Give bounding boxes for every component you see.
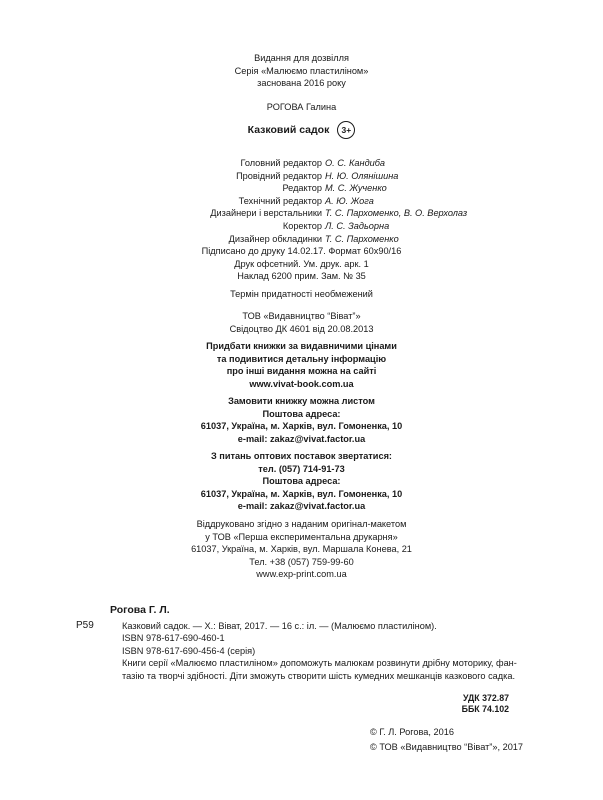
copyright-line: © Г. Л. Рогова, 2016 [370, 727, 454, 737]
book-title: Казковий садок [247, 123, 330, 136]
credit-person: Н. Ю. Олянішина [325, 170, 399, 181]
credit-row [0, 207, 603, 220]
print-line: Друк офсетний. Ум. друк. арк. 1 [234, 258, 369, 269]
series-info [0, 52, 603, 90]
copyright-line: © ТОВ «Видавництво “Віват”», 2017 [370, 741, 524, 752]
credit-role: Провідний редактор [236, 170, 322, 181]
order-info [0, 395, 603, 445]
author-name: РОГОВА Галина [266, 102, 337, 112]
author-name-block [0, 101, 603, 114]
udk-code: УДК 372.87 [462, 693, 509, 703]
buy-info [0, 340, 603, 390]
credit-person: Т. С. Пархоменко [325, 233, 399, 244]
printer-phone: Тел. +38 (057) 759-99-60 [249, 556, 354, 567]
wholesale-line: Поштова адреса: [262, 476, 341, 487]
credit-role: Коректор [282, 220, 322, 231]
order-line: Поштова адреса: [262, 408, 341, 419]
wholesale-line: З питань оптових поставок звертатися: [210, 451, 392, 461]
credit-person: А. Ю. Жога [325, 195, 374, 206]
credit-row [0, 157, 603, 170]
age-rating-badge: 3+ [337, 121, 355, 139]
series-line: заснована 2016 року [257, 78, 346, 89]
buy-line: про інші видання можна на сайті [226, 366, 377, 377]
order-address: 61037, Україна, м. Харків, вул. Гомоненка, 10 [200, 421, 403, 432]
printer-line: Віддруковано згідно з наданим оригінал-макетом [196, 519, 407, 529]
credit-person: Л. С. Задьорна [325, 220, 390, 231]
catalog-author: Рогова Г. Л. [110, 604, 170, 616]
credit-role: Дизайнер обкладинки [228, 233, 322, 244]
isbn-series: ISBN 978-617-690-456-4 (серія) [122, 645, 256, 656]
wholesale-info [0, 450, 603, 513]
print-line: Підписано до друку 14.02.17. Формат 60х90/16 [201, 246, 402, 256]
annotation-line: тазію та творчі здібності. Діти зможуть створити шість кумедних мешканців казкового садка. [122, 670, 516, 681]
printer-address: 61037, Україна, м. Харків, вул. Маршала Конева, 21 [191, 544, 412, 555]
credits-list [0, 157, 603, 245]
title-block [0, 121, 603, 139]
website-link[interactable]: www.vivat-book.com.ua [249, 378, 354, 389]
series-line: Серія «Малюємо пластиліном» [234, 65, 369, 76]
shelf-life [0, 288, 603, 301]
credit-row [0, 170, 603, 183]
credit-role: Технічний редактор [238, 195, 322, 206]
printer-line: у ТОВ «Перша експериментальна друкарня» [205, 531, 398, 542]
credit-row [0, 195, 603, 208]
credit-row [0, 182, 603, 195]
bbk-code: ББК 74.102 [461, 704, 509, 715]
publisher-info [0, 310, 603, 335]
credit-role: Дизайнери і верстальники [210, 208, 322, 219]
buy-line: та подивитися детальну інформацію [216, 353, 387, 364]
annotation-line: Книги серії «Малюємо пластиліном» допоможуть малюкам розвинути дрібну моторику, фан- [122, 658, 517, 668]
credit-person: М. С. Жученко [325, 183, 387, 194]
annotation [122, 657, 532, 682]
order-line: Замовити книжку можна листом [228, 396, 375, 406]
publisher-name: ТОВ «Видавництво “Віват”» [242, 311, 361, 321]
isbn: ISBN 978-617-690-460-1 [122, 633, 225, 644]
credit-role: Головний редактор [240, 158, 322, 168]
copyright-block [370, 725, 523, 755]
print-line: Наклад 6200 прим. Зам. № 35 [237, 271, 366, 282]
order-email[interactable]: e-mail: zakaz@vivat.factor.ua [237, 433, 366, 444]
buy-line: Придбати книжки за видавничими цінами [206, 341, 397, 351]
catalog-code: Р59 [76, 620, 94, 631]
publisher-license: Свідоцтво ДК 4601 від 20.08.2013 [229, 323, 374, 334]
catalog-line: Казковий садок. — Х.: Віват, 2017. — 16 с.: іл. — (Малюємо пластиліном). [122, 621, 437, 631]
credit-row [0, 220, 603, 233]
credit-person: Т. С. Пархоменко, В. О. Верхолаз [325, 208, 468, 219]
classification-codes [462, 693, 509, 716]
print-info [0, 245, 603, 283]
catalog-description [122, 620, 437, 657]
credit-role: Редактор [282, 183, 322, 194]
shelf-life-text: Термін придатності необмежений [230, 289, 373, 299]
wholesale-address: 61037, Україна, м. Харків, вул. Гомоненка, 10 [200, 488, 403, 499]
title-row [248, 121, 356, 139]
printer-website[interactable]: www.exp-print.com.ua [256, 569, 347, 580]
wholesale-phone: тел. (057) 714-91-73 [258, 463, 345, 474]
printer-info [0, 518, 603, 581]
credit-row [0, 233, 603, 246]
wholesale-email[interactable]: e-mail: zakaz@vivat.factor.ua [237, 501, 366, 512]
credit-person: О. С. Кандиба [325, 158, 386, 168]
series-line: Видання для дозвілля [254, 53, 349, 63]
